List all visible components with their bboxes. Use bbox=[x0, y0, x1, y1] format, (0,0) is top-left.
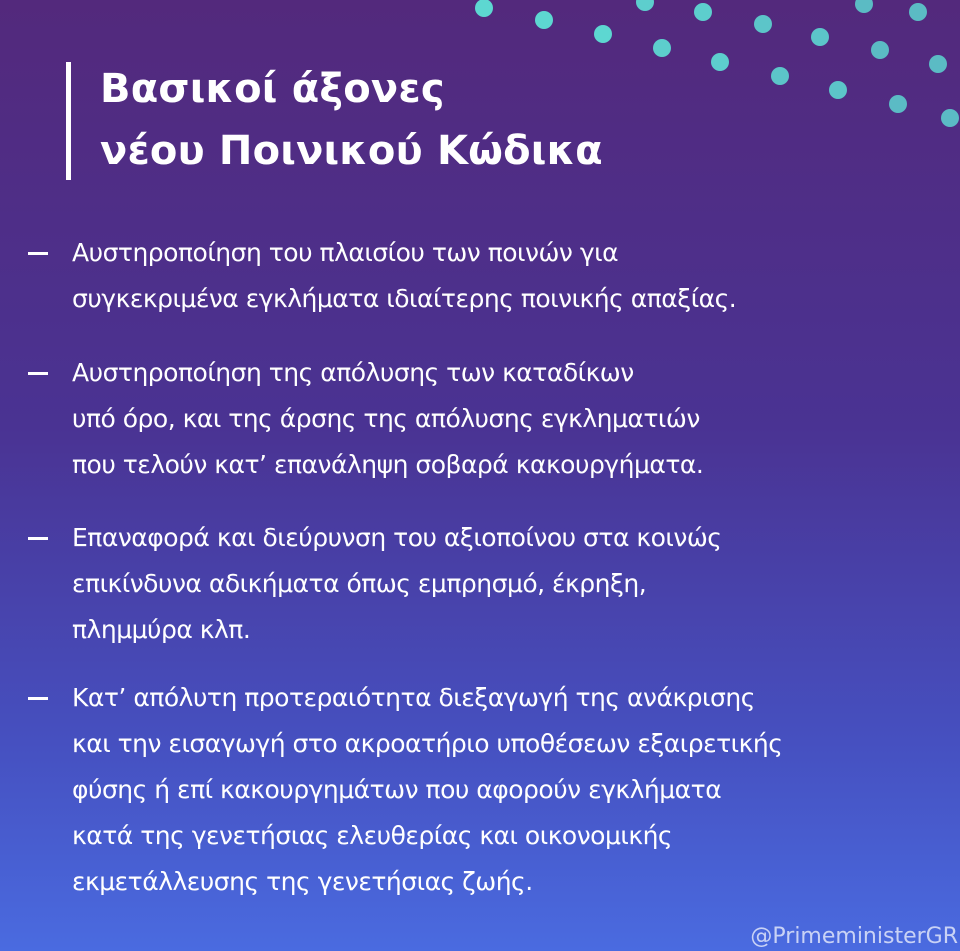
dash-marker bbox=[28, 697, 48, 700]
page-title bbox=[100, 58, 603, 182]
bullet-line: που τελούν κατ’ επανάληψη σοβαρά κακουργήματα. bbox=[72, 450, 704, 479]
bullet-text bbox=[72, 675, 952, 905]
bullet-text bbox=[72, 350, 952, 488]
bullet-line: συγκεκριμένα εγκλήματα ιδιαίτερης ποινικής απαξίας. bbox=[72, 284, 737, 313]
bullet-line: Αυστηροποίηση του πλαισίου των ποινών για bbox=[72, 238, 619, 267]
bullet-line: εκμετάλλευσης της γενετήσιας ζωής. bbox=[72, 867, 533, 896]
title-line-2: νέου Ποινικού Κώδικα bbox=[100, 128, 603, 174]
dash-marker bbox=[28, 252, 48, 255]
dash-marker bbox=[28, 372, 48, 375]
bullet-text bbox=[72, 230, 952, 322]
social-handle: @PrimeministerGR bbox=[750, 924, 958, 949]
bullet-text bbox=[72, 515, 952, 653]
dash-marker bbox=[28, 537, 48, 540]
title-accent-bar bbox=[66, 62, 71, 180]
title-line-1: Βασικοί άξονες bbox=[100, 66, 445, 112]
bullet-line: κατά της γενετήσιας ελευθερίας και οικονομικής bbox=[72, 821, 673, 850]
bullet-line: και την εισαγωγή στο ακροατήριο υποθέσεων εξαιρετικής bbox=[72, 729, 783, 758]
bullet-line: πλημμύρα κλπ. bbox=[72, 615, 251, 644]
bullet-line: υπό όρο, και της άρσης της απόλυσης εγκληματιών bbox=[72, 404, 700, 433]
bullet-line: Αυστηροποίηση της απόλυσης των καταδίκων bbox=[72, 358, 634, 387]
bullet-line: Κατ’ απόλυτη προτεραιότητα διεξαγωγή της ανάκρισης bbox=[72, 683, 755, 712]
bullet-line: Επαναφορά και διεύρυνση του αξιοποίνου στα κοινώς bbox=[72, 523, 722, 552]
bullet-line: επικίνδυνα αδικήματα όπως εμπρησμό, έκρηξη, bbox=[72, 569, 647, 598]
bullet-line: φύσης ή επί κακουργημάτων που αφορούν εγκλήματα bbox=[72, 775, 722, 804]
